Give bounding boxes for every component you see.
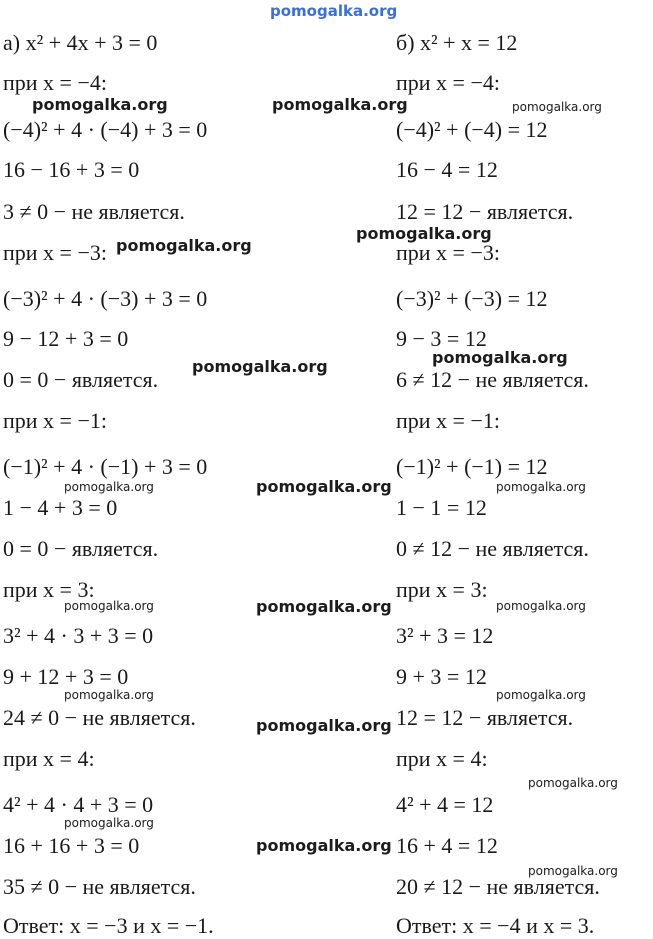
watermark: pomogalka.org xyxy=(496,599,586,613)
equation-line: б) x² + x = 12 xyxy=(396,30,518,55)
watermark: pomogalka.org xyxy=(528,776,618,790)
equation-line: а) x² + 4x + 3 = 0 xyxy=(3,30,158,55)
equation-line: (−4)² + (−4) = 12 xyxy=(396,117,548,142)
watermark: pomogalka.org xyxy=(256,836,392,855)
equation-line: (−4)² + 4 · (−4) + 3 = 0 xyxy=(3,117,208,142)
watermark: pomogalka.org xyxy=(512,100,602,114)
equation-line: при x = 4: xyxy=(3,746,95,771)
watermark: pomogalka.org xyxy=(64,599,154,613)
equation-line: при x = 4: xyxy=(396,746,488,771)
equation-line: при x = 3: xyxy=(396,577,488,602)
equation-line: (−3)² + (−3) = 12 xyxy=(396,286,548,311)
equation-line: 3² + 4 · 3 + 3 = 0 xyxy=(3,623,154,648)
equation-line: 20 ≠ 12 − не является. xyxy=(396,874,600,899)
watermark: pomogalka.org xyxy=(272,95,408,114)
watermark: pomogalka.org xyxy=(270,2,398,20)
watermark: pomogalka.org xyxy=(496,688,586,702)
equation-line: при x = −4: xyxy=(3,70,107,95)
equation-line: 12 = 12 − является. xyxy=(396,199,574,224)
equation-line: 9 + 12 + 3 = 0 xyxy=(3,664,129,689)
equation-line: 1 − 1 = 12 xyxy=(396,495,487,520)
equation-line: 9 + 3 = 12 xyxy=(396,664,487,689)
equation-line: 9 − 12 + 3 = 0 xyxy=(3,326,129,351)
equation-line: при x = −4: xyxy=(396,70,500,95)
equation-line: при x = −1: xyxy=(3,408,107,433)
equation-line: 4² + 4 = 12 xyxy=(396,792,494,817)
watermark: pomogalka.org xyxy=(64,816,154,830)
watermark: pomogalka.org xyxy=(356,224,492,243)
equation-line: 16 − 16 + 3 = 0 xyxy=(3,157,140,182)
watermark: pomogalka.org xyxy=(64,480,154,494)
equation-line: 12 = 12 − является. xyxy=(396,705,574,730)
equation-line: 16 + 16 + 3 = 0 xyxy=(3,833,140,858)
equation-line: 9 − 3 = 12 xyxy=(396,326,487,351)
equation-line: 16 − 4 = 12 xyxy=(396,157,498,182)
watermark: pomogalka.org xyxy=(192,357,328,376)
watermark: pomogalka.org xyxy=(256,716,392,735)
equation-line: (−1)² + (−1) = 12 xyxy=(396,454,548,479)
equation-line: при x = 3: xyxy=(3,577,95,602)
equation-line: 3 ≠ 0 − не является. xyxy=(3,199,185,224)
equation-line: 16 + 4 = 12 xyxy=(396,833,498,858)
equation-line: 3² + 3 = 12 xyxy=(396,623,494,648)
watermark: pomogalka.org xyxy=(496,480,586,494)
watermark: pomogalka.org xyxy=(256,597,392,616)
watermark: pomogalka.org xyxy=(256,477,392,496)
equation-line: (−3)² + 4 · (−3) + 3 = 0 xyxy=(3,286,208,311)
equation-line: 0 = 0 − является. xyxy=(3,367,159,392)
answer-line: Ответ: x = −4 и x = 3. xyxy=(396,913,595,938)
answer-line: Ответ: x = −3 и x = −1. xyxy=(3,913,214,938)
watermark: pomogalka.org xyxy=(432,348,568,367)
equation-line: (−1)² + 4 · (−1) + 3 = 0 xyxy=(3,454,208,479)
equation-line: 4² + 4 · 4 + 3 = 0 xyxy=(3,792,154,817)
equation-line: 0 ≠ 12 − не является. xyxy=(396,536,589,561)
watermark: pomogalka.org xyxy=(32,95,168,114)
equation-line: при x = −3: xyxy=(3,240,107,265)
equation-line: при x = −1: xyxy=(396,408,500,433)
equation-line: при x = −3: xyxy=(396,240,500,265)
equation-line: 24 ≠ 0 − не является. xyxy=(3,705,196,730)
equation-line: 1 − 4 + 3 = 0 xyxy=(3,495,118,520)
watermark: pomogalka.org xyxy=(64,688,154,702)
equation-line: 35 ≠ 0 − не является. xyxy=(3,874,196,899)
watermark: pomogalka.org xyxy=(528,864,618,878)
equation-line: 0 = 0 − является. xyxy=(3,536,159,561)
watermark: pomogalka.org xyxy=(116,236,252,255)
equation-line: 6 ≠ 12 − не является. xyxy=(396,367,589,392)
